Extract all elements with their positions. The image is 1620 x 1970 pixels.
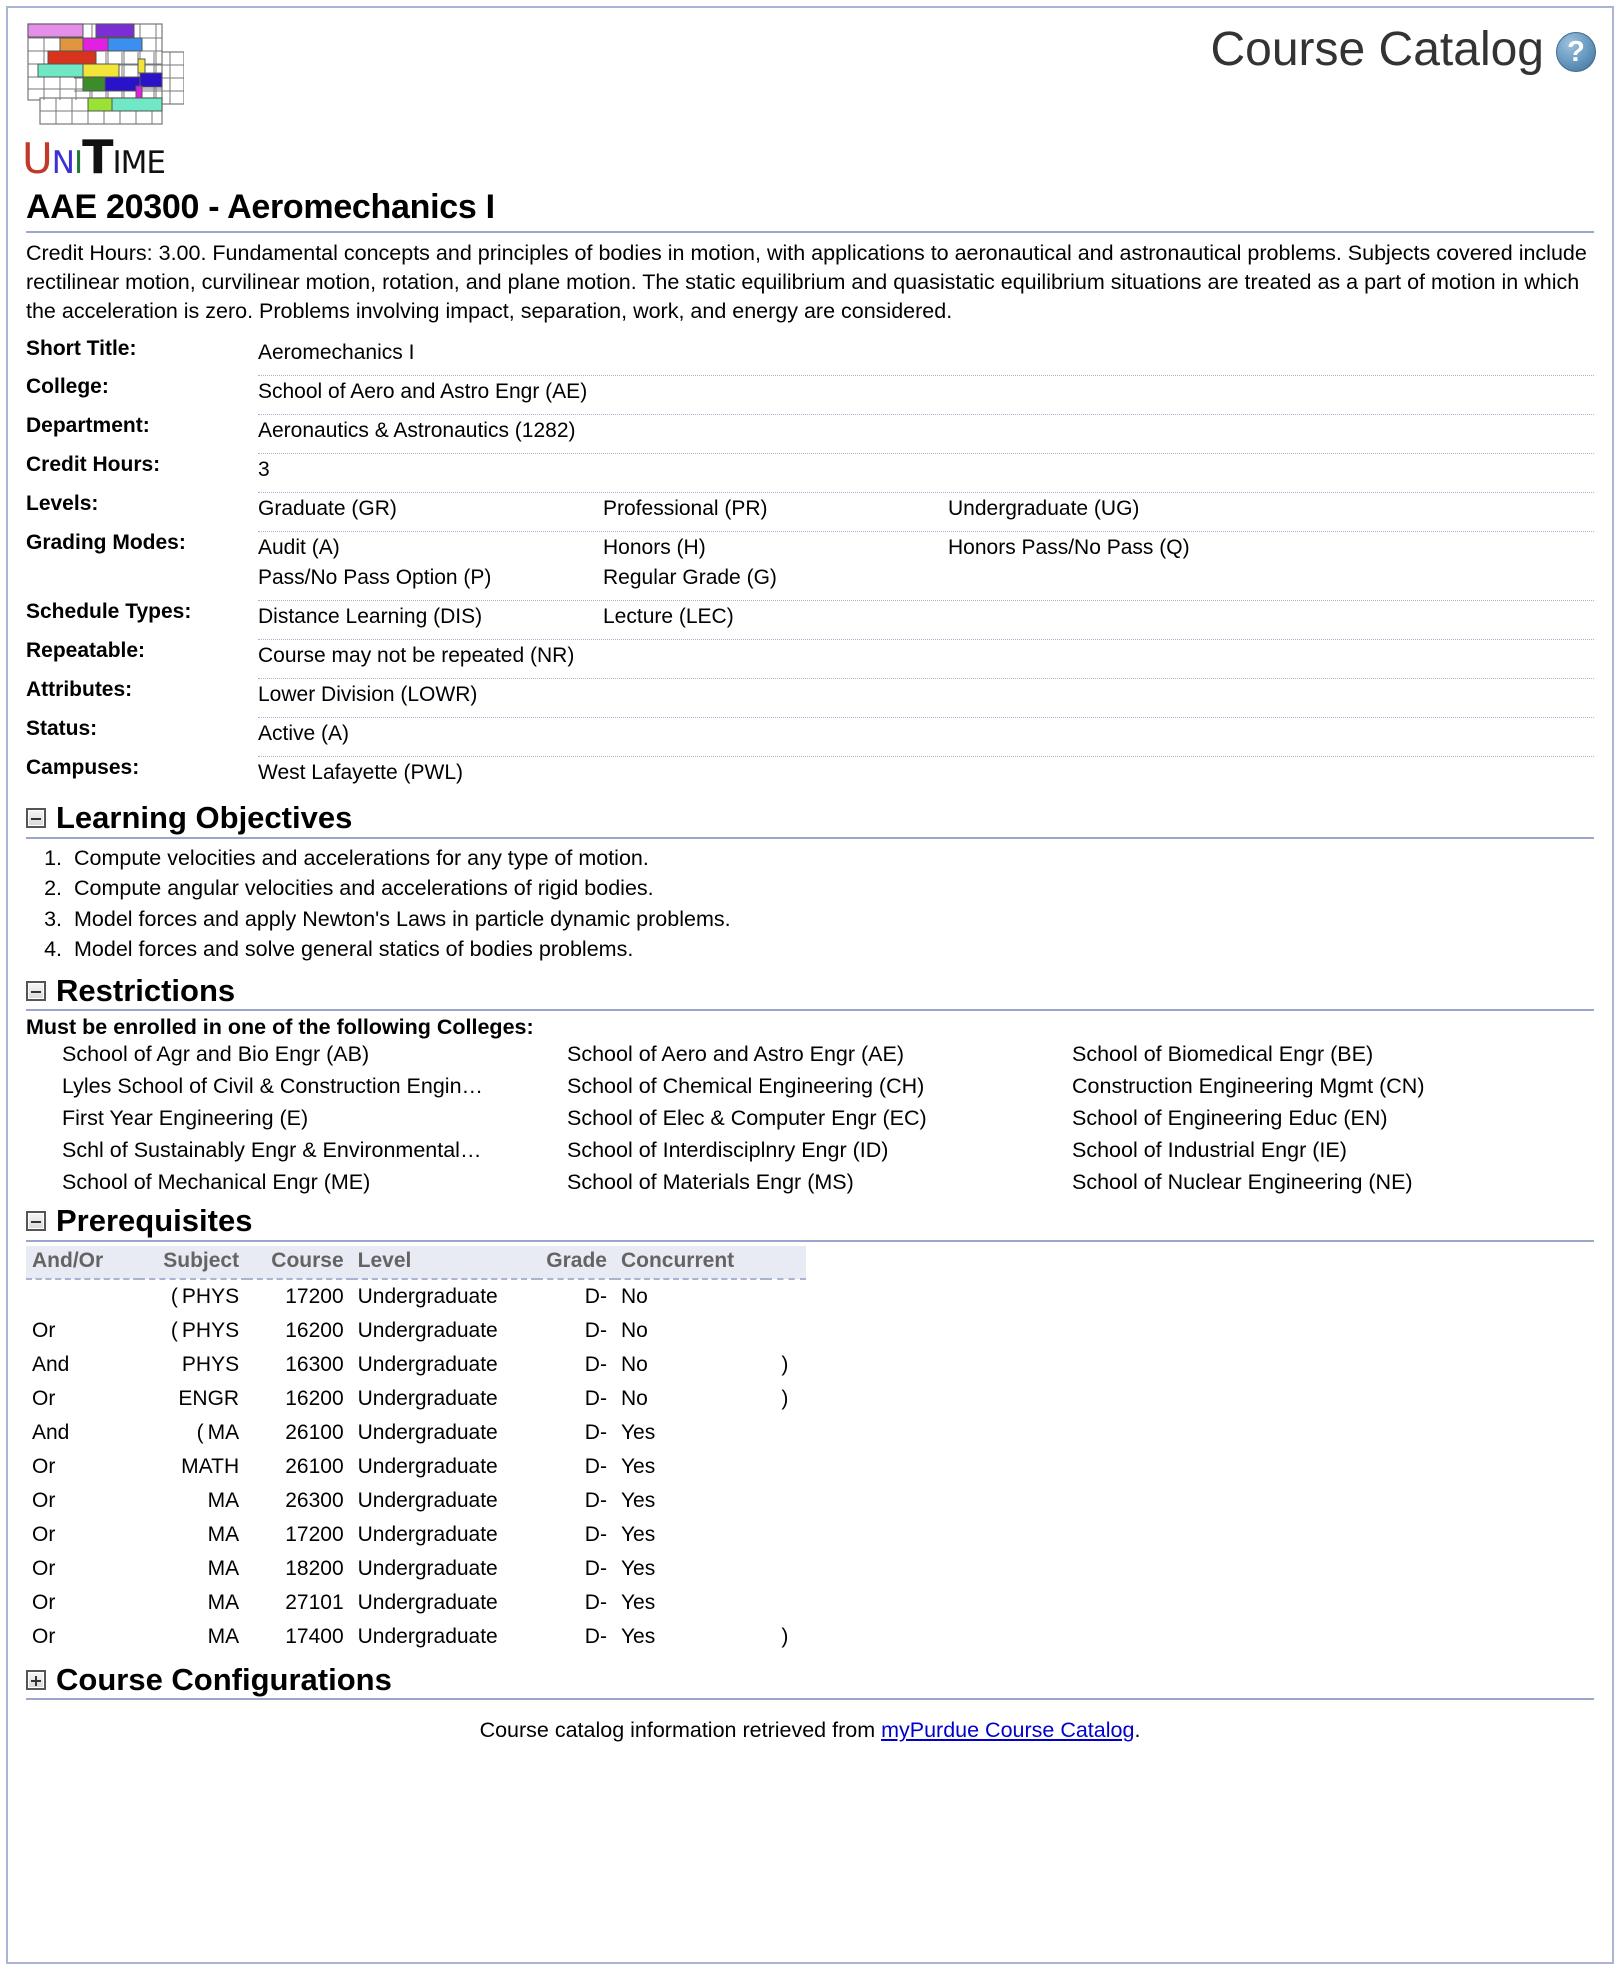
cell-grade: D- (584, 1352, 607, 1376)
cell-level: Undergraduate (357, 1590, 498, 1614)
cell-subject (139, 1518, 248, 1552)
detail-row-attributes (26, 675, 1594, 714)
cell-course: 16200 (285, 1318, 344, 1342)
header-right (1210, 18, 1596, 74)
cell-paren-close (766, 1279, 806, 1314)
cell-course: 17200 (285, 1284, 344, 1308)
cell-andor: And (32, 1420, 70, 1444)
course-title: AAE 20300 - Aeromechanics I (26, 188, 495, 226)
cell-level: Undergraduate (357, 1318, 498, 1342)
cell-subject (139, 1314, 248, 1348)
cell-concurrent: Yes (620, 1522, 656, 1546)
cell-course: 26100 (285, 1454, 344, 1478)
learning-objectives-list (26, 843, 1594, 965)
detail-row-short-title (26, 334, 1594, 372)
footer-suffix: . (1134, 1718, 1141, 1743)
cell-subject (139, 1279, 248, 1314)
cell-paren-close (766, 1586, 806, 1620)
detail-row-grading-modes (26, 528, 1594, 597)
table-row (26, 1382, 806, 1416)
unitime-grid-icon (22, 18, 184, 130)
section-divider (26, 1240, 1594, 1242)
section-title-restrictions: Restrictions (56, 972, 236, 1008)
list-item: Construction Engineering Mgmt (CN) (1072, 1074, 1425, 1099)
cell-paren-close: ) (781, 1386, 789, 1410)
table-row (26, 1484, 806, 1518)
detail-value-level-2: Undergraduate (UG) (948, 497, 1140, 521)
detail-row-levels (26, 489, 1594, 528)
table-row (26, 1620, 806, 1654)
column-header-grade[interactable]: Grade (537, 1246, 615, 1279)
detail-label-attributes: Attributes: (26, 678, 133, 702)
detail-label-grading-modes: Grading Modes: (26, 531, 186, 555)
cell-course: 18200 (285, 1556, 344, 1580)
cell-subject (139, 1450, 248, 1484)
subject-code: PHYS (181, 1352, 240, 1376)
page-content (8, 188, 1612, 1757)
detail-row-campuses (26, 753, 1594, 792)
cell-concurrent: Yes (620, 1556, 656, 1580)
cell-grade: D- (584, 1454, 607, 1478)
subject-code: MA (207, 1590, 240, 1614)
table-row (26, 1518, 806, 1552)
detail-value-level-1: Professional (PR) (603, 497, 768, 521)
detail-value-short-title: Aeromechanics I (258, 341, 415, 365)
section-title-learning-objectives: Learning Objectives (56, 800, 353, 836)
list-item: Schl of Sustainably Engr & Environmental… (62, 1138, 482, 1163)
page-header (8, 8, 1612, 188)
prerequisites-table (26, 1246, 806, 1654)
cell-paren-close (766, 1518, 806, 1552)
cell-grade: D- (584, 1318, 607, 1342)
cell-grade: D- (584, 1420, 607, 1444)
list-item: 2. Compute angular velocities and accelerations of rigid bodies. (68, 873, 1594, 904)
table-row (26, 1416, 806, 1450)
cell-andor: Or (32, 1386, 56, 1410)
page-title: Course Catalog (1210, 23, 1544, 76)
footer-prefix: Course catalog information retrieved from (479, 1718, 882, 1743)
table-header-row (26, 1246, 806, 1279)
detail-row-college (26, 372, 1594, 411)
column-header-subject[interactable]: Subject (139, 1246, 248, 1279)
cell-andor: Or (32, 1454, 56, 1478)
expand-toggle-icon[interactable] (26, 1670, 46, 1690)
column-header-course[interactable]: Course (247, 1246, 352, 1279)
cell-subject (139, 1552, 248, 1586)
brand-letter-u: U (22, 134, 52, 183)
section-header-learning-objectives[interactable] (26, 802, 1594, 835)
brand-letter-n: N (51, 145, 74, 181)
subject-code: MA (207, 1420, 240, 1444)
detail-value-grading-0: Audit (A) (258, 536, 340, 560)
cell-andor: Or (32, 1590, 56, 1614)
list-item: School of Nuclear Engineering (NE) (1072, 1170, 1413, 1195)
cell-andor: Or (32, 1522, 56, 1546)
detail-value-status: Active (A) (258, 722, 350, 746)
cell-andor: Or (32, 1556, 56, 1580)
cell-concurrent: No (620, 1386, 648, 1410)
mypurdue-course-catalog-link[interactable]: myPurdue Course Catalog (881, 1718, 1135, 1743)
cell-level: Undergraduate (357, 1352, 498, 1376)
cell-paren-close (766, 1450, 806, 1484)
list-item: School of Engineering Educ (EN) (1072, 1106, 1388, 1131)
cell-concurrent: No (620, 1318, 648, 1342)
cell-course: 16300 (285, 1352, 344, 1376)
paren-open: ( (170, 1284, 178, 1308)
section-divider (26, 1009, 1594, 1011)
cell-paren-close (766, 1314, 806, 1348)
detail-row-department (26, 411, 1594, 450)
cell-concurrent: Yes (620, 1420, 656, 1444)
cell-course: 27101 (285, 1590, 344, 1614)
detail-row-repeatable (26, 636, 1594, 675)
detail-value-schedule-2 (948, 605, 1594, 629)
table-row (26, 1314, 806, 1348)
cell-subject (139, 1484, 248, 1518)
table-row (26, 1450, 806, 1484)
brand-letter-i: I (73, 145, 83, 181)
cell-grade: D- (584, 1488, 607, 1512)
list-item: School of Interdisciplnry Engr (ID) (567, 1138, 889, 1163)
detail-value-college: School of Aero and Astro Engr (AE) (258, 380, 588, 404)
detail-label-department: Department: (26, 414, 150, 438)
subject-code: MATH (181, 1454, 240, 1478)
cell-concurrent: No (620, 1352, 648, 1376)
column-header-andor[interactable]: And/Or (26, 1246, 139, 1279)
help-icon[interactable]: ? (1556, 32, 1596, 72)
list-item: Lyles School of Civil & Construction Engin… (62, 1074, 484, 1099)
list-item: 3. Model forces and apply Newton's Laws in particle dynamic problems. (68, 904, 1594, 935)
cell-andor: And (32, 1352, 70, 1376)
page-footer (26, 1700, 1594, 1757)
prerequisites-table-body (26, 1279, 806, 1654)
cell-concurrent: No (620, 1284, 648, 1308)
detail-value-grading-2: Honors Pass/No Pass (Q) (948, 536, 1190, 560)
subject-code: PHYS (181, 1284, 240, 1308)
list-item: First Year Engineering (E) (62, 1106, 309, 1131)
cell-concurrent: Yes (620, 1454, 656, 1478)
brand-letters-ime: IME (112, 145, 165, 181)
list-item: School of Materials Engr (MS) (567, 1170, 854, 1195)
list-item: School of Aero and Astro Engr (AE) (567, 1042, 905, 1067)
cell-grade: D- (584, 1386, 607, 1410)
cell-level: Undergraduate (357, 1284, 498, 1308)
cell-concurrent: Yes (620, 1590, 656, 1614)
detail-value-repeatable: Course may not be repeated (NR) (258, 644, 575, 668)
table-row (26, 1552, 806, 1586)
column-header-paren (766, 1246, 806, 1279)
detail-value-credit-hours: 3 (258, 458, 270, 482)
detail-label-campuses: Campuses: (26, 756, 140, 780)
detail-value-schedule-0: Distance Learning (DIS) (258, 605, 483, 629)
cell-andor: Or (32, 1488, 56, 1512)
list-item: School of Biomedical Engr (BE) (1072, 1042, 1374, 1067)
cell-concurrent: Yes (620, 1624, 656, 1648)
cell-subject (139, 1586, 248, 1620)
paren-open: ( (170, 1318, 178, 1342)
subject-code: MA (207, 1556, 240, 1580)
cell-course: 16200 (285, 1386, 344, 1410)
detail-label-short-title: Short Title: (26, 337, 137, 361)
cell-grade: D- (584, 1522, 607, 1546)
cell-subject (139, 1620, 248, 1654)
column-header-level[interactable]: Level (352, 1246, 537, 1279)
cell-paren-close (766, 1416, 806, 1450)
cell-course: 26100 (285, 1420, 344, 1444)
detail-value-grading-4: Regular Grade (G) (603, 566, 777, 590)
detail-row-schedule-types (26, 597, 1594, 636)
restrictions-college-grid (26, 1042, 1594, 1195)
section-header-prerequisites[interactable] (26, 1205, 1594, 1238)
table-row (26, 1586, 806, 1620)
detail-value-level-0: Graduate (GR) (258, 497, 397, 521)
section-header-course-configurations[interactable] (26, 1661, 1594, 1697)
section-header-restrictions[interactable] (26, 972, 1594, 1008)
table-row (26, 1279, 806, 1314)
cell-level: Undergraduate (357, 1624, 498, 1648)
subject-code: ENGR (178, 1386, 240, 1410)
table-row (26, 1348, 806, 1382)
subject-code: MA (207, 1522, 240, 1546)
cell-grade: D- (584, 1590, 607, 1614)
detail-value-schedule-1: Lecture (LEC) (603, 605, 734, 629)
subject-code: MA (207, 1488, 240, 1512)
detail-value-campuses: West Lafayette (PWL) (258, 761, 464, 785)
detail-label-repeatable: Repeatable: (26, 639, 146, 663)
detail-label-credit-hours: Credit Hours: (26, 453, 161, 477)
brand-letter-t: T (82, 130, 113, 184)
detail-label-status: Status: (26, 717, 98, 741)
detail-value-attributes: Lower Division (LOWR) (258, 683, 478, 707)
list-item: 1. Compute velocities and accelerations for any type of motion. (68, 843, 1594, 874)
cell-andor (26, 1279, 139, 1314)
detail-value-grading-3: Pass/No Pass Option (P) (258, 566, 492, 590)
cell-level: Undergraduate (357, 1488, 498, 1512)
cell-paren-close: ) (781, 1624, 789, 1648)
subject-code: MA (207, 1624, 240, 1648)
course-detail-table (26, 334, 1594, 792)
cell-andor: Or (32, 1624, 56, 1648)
section-divider (26, 837, 1594, 839)
cell-subject (139, 1382, 248, 1416)
course-description: Credit Hours: 3.00. Fundamental concepts and principles of bodies in motion, with applications to aeronautical and astronautical problems. Subjects covered include rectilinear motion, curvilinear motion, rotation, and plane motion. The static equilibrium and quasistatic equilibrium situations are treated as a part of motion in which the acceleration is zero. Problems involving impact, separation, work, and energy are considered. (26, 241, 1587, 324)
cell-level: Undergraduate (357, 1522, 498, 1546)
brand-logo[interactable] (22, 18, 184, 184)
paren-open: ( (196, 1420, 204, 1444)
cell-andor: Or (32, 1318, 56, 1342)
column-header-concurrent[interactable]: Concurrent (615, 1246, 766, 1279)
detail-value-grading-1: Honors (H) (603, 536, 706, 560)
unitime-wordmark (22, 130, 165, 184)
cell-grade: D- (584, 1284, 607, 1308)
title-divider (26, 231, 1594, 233)
list-item: School of Mechanical Engr (ME) (62, 1170, 371, 1195)
detail-label-schedule-types: Schedule Types: (26, 600, 192, 624)
list-item: School of Agr and Bio Engr (AB) (62, 1042, 370, 1067)
cell-course: 26300 (285, 1488, 344, 1512)
subject-code: PHYS (181, 1318, 240, 1342)
cell-paren-close (766, 1552, 806, 1586)
section-title-prerequisites: Prerequisites (56, 1203, 253, 1239)
list-item: School of Elec & Computer Engr (EC) (567, 1106, 927, 1131)
cell-paren-close: ) (781, 1352, 789, 1376)
detail-label-college: College: (26, 375, 109, 399)
list-item: School of Chemical Engineering (CH) (567, 1074, 925, 1099)
collapse-toggle-icon[interactable] (26, 981, 46, 1001)
cell-subject (139, 1416, 248, 1450)
list-item: 4. Model forces and solve general statics of bodies problems. (68, 934, 1594, 965)
collapse-toggle-icon[interactable] (26, 808, 46, 828)
page-frame (6, 6, 1614, 1964)
list-item: School of Industrial Engr (IE) (1072, 1138, 1347, 1163)
cell-level: Undergraduate (357, 1420, 498, 1444)
cell-grade: D- (584, 1624, 607, 1648)
detail-label-levels: Levels: (26, 492, 99, 516)
cell-level: Undergraduate (357, 1556, 498, 1580)
cell-level: Undergraduate (357, 1454, 498, 1478)
detail-value-grading-5 (948, 566, 1594, 590)
detail-row-status (26, 714, 1594, 753)
cell-concurrent: Yes (620, 1488, 656, 1512)
cell-course: 17400 (285, 1624, 344, 1648)
detail-value-department: Aeronautics & Astronautics (1282) (258, 419, 576, 443)
collapse-toggle-icon[interactable] (26, 1211, 46, 1231)
cell-course: 17200 (285, 1522, 344, 1546)
restrictions-heading: Must be enrolled in one of the following Colleges: (26, 1015, 534, 1040)
detail-row-credit-hours (26, 450, 1594, 489)
cell-subject (139, 1348, 248, 1382)
cell-level: Undergraduate (357, 1386, 498, 1410)
cell-paren-close (766, 1484, 806, 1518)
section-title-course-configurations: Course Configurations (56, 1661, 392, 1697)
cell-grade: D- (584, 1556, 607, 1580)
